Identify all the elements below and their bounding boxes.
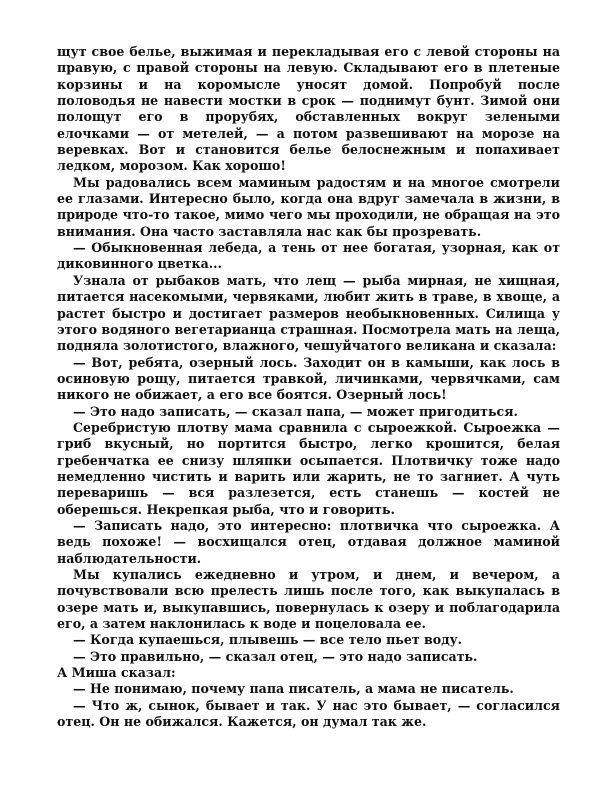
paragraph-7: Серебристую плотву мама сравнила с сыроежкой. Сыроежка — гриб вкусный, но портится быстро, легко крошится, белая гребенчатка ее снизу шляпки осыпается. Плотвичку тоже надо немедленно чистить и варить или жарить, не то загниет. А чуть переваришь — вся разлезется, есть станешь — костей не оберешься. Некрепкая рыба, что и говорить. xyxy=(57,419,560,517)
paragraph-8: — Записать надо, это интересно: плотвичка что сыроежка. А ведь похоже! — восхищался отец, отдавая должное маминой наблюдательности. xyxy=(57,517,560,566)
paragraph-14: — Что ж, сынок, бывает и так. У нас это бывает, — согласился отец. Он не обижался. Кажется, он думал так же. xyxy=(57,697,560,730)
paragraph-2: Мы радовались всем маминым радостям и на многое смотрели ее глазами. Интересно было, когда она вдруг замечала в жизни, в природе что-то такое, мимо чего мы проходили, не обращая на это внимания. Она часто заставляла нас как бы прозревать. xyxy=(57,174,560,239)
paragraph-4: Узнала от рыбаков мать, что лещ — рыба мирная, не хищная, питается насекомыми, червяками, любит жить в траве, в хвоще, а растет быстро и достигает размеров необыкновенных. Силища у этого водяного вегетарианца страшная. Посмотрела мать на леща, подняла золотистого, влажного, чешуйчатого великана и сказала: xyxy=(57,272,560,354)
paragraph-12: А Миша сказал: xyxy=(57,665,176,681)
page-text xyxy=(57,44,560,730)
paragraph-13: — Не понимаю, почему папа писатель, а мама не писатель. xyxy=(73,681,514,697)
paragraph-6: — Это надо записать, — сказал папа, — может пригодиться. xyxy=(73,403,518,419)
paragraph-5: — Вот, ребята, озерный лось. Заходит он в камыши, как лось в осиновую рощу, питается травкой, личинками, червячками, сам никого не обижает, а его все боятся. Озерный лось! xyxy=(57,354,560,403)
paragraph-3: — Обыкновенная лебеда, а тень от нее богатая, узорная, как от диковинного цветка... xyxy=(57,240,560,272)
paragraph-9: Мы купались ежедневно и утром, и днем, и вечером, а почувствовали всю прелесть лишь после того, как выкупалась в озере мать и, выкупавшись, повернулась к озеру и поблагодарила его, а затем наклонилась к воде и поцеловала ее. xyxy=(57,567,560,632)
paragraph-1: щут свое белье, выжимая и перекладывая его с левой стороны на правую, с правой стороны на левую. Складывают его в плетеные корзины и на коромысле уносят домой. Попробуй после половодья не навести мостки в срок — поднимут бунт. Зимой они полощут его в прорубях, обставленных вокруг зелеными елочками — от метелей, — а потом развешивают на морозе на веревках. Вот и становится белье белоснежным и попахивает ледком, морозом. Как хорошо! xyxy=(57,44,560,174)
paragraph-10: — Когда купаешься, плывешь — все тело пьет воду. xyxy=(73,632,463,648)
paragraph-11: — Это правильно, — сказал отец, — это надо записать. xyxy=(73,648,478,664)
